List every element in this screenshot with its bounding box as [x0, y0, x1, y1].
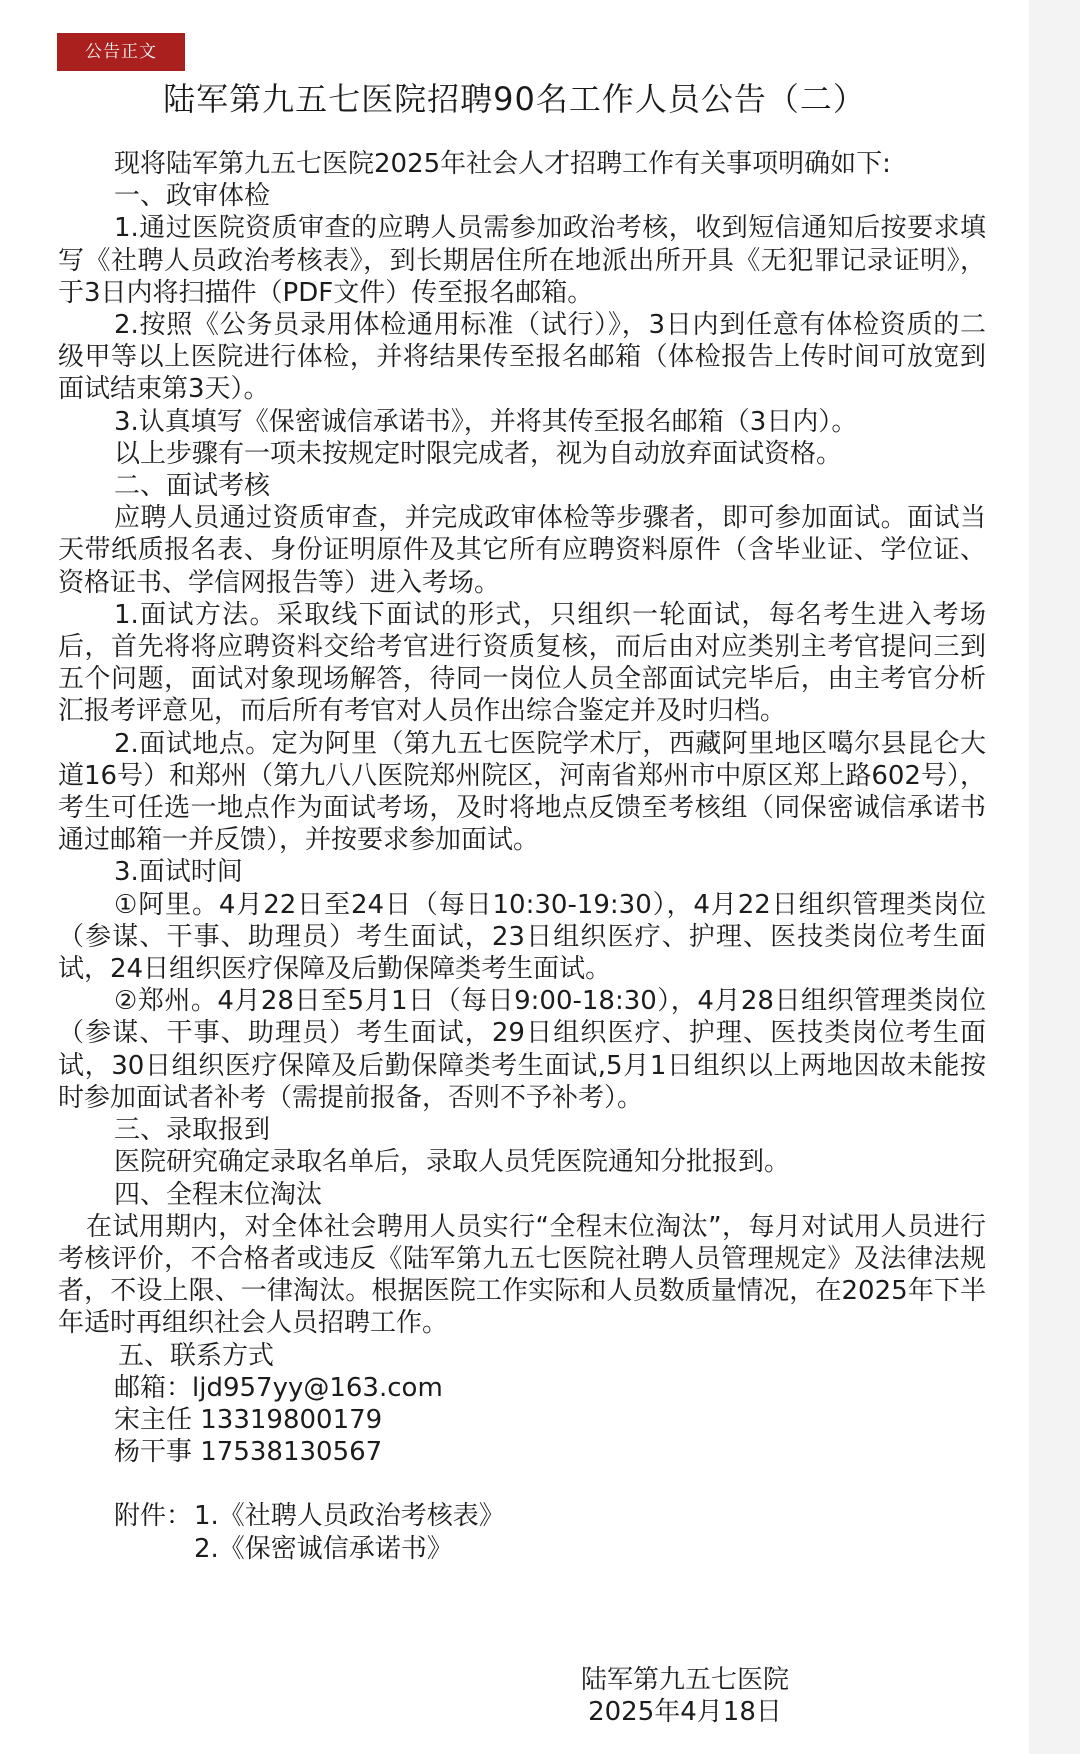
attachments-label: 附件：	[114, 1501, 193, 1532]
paragraph: 3.认真填写《保密诚信承诺书》，并将其传至报名邮箱（3日内）。	[114, 406, 858, 437]
paragraph: 以上步骤有一项未按规定时限完成者，视为自动放弃面试资格。	[114, 438, 843, 469]
paragraph: 1.面试方法。采取线下面试的形式，只组织一轮面试，每名考生进入考场后，首先将将应聘资料交给考官进行资质复核，而后由对应类别主考官提问三到五个问题，面试对象现场解答，待同一岗位人员全部面试完毕后，由主考官分析汇报考评意见，而后所有考官对人员作出综合鉴定并及时归档。	[58, 599, 986, 727]
attachment-item: 2.《保密诚信承诺书》	[194, 1533, 453, 1564]
paragraph: 医院研究确定录取名单后，录取人员凭医院通知分批报到。	[114, 1147, 791, 1178]
signature-org: 陆军第九五七医院	[580, 1665, 789, 1695]
page-title: 陆军第九五七医院招聘90名工作人员公告（二）	[163, 80, 866, 118]
contact-email: 邮箱：ljd957yy@163.com	[114, 1372, 443, 1403]
section-heading: 三、录取报到	[114, 1115, 271, 1146]
paragraph: 2.面试地点。定为阿里（第九五七医院学术厅，西藏阿里地区噶尔县昆仑大道16号）和郑州（第九八八医院郑州院区，河南省郑州市中原区郑上路602号），考生可任选一地点作为面试考场，及时将地点反馈至考核组（同保密诚信承诺书通过邮箱一并反馈），并按要求参加面试。	[58, 728, 986, 856]
section-heading: 二、面试考核	[114, 471, 271, 502]
paragraph: ②郑州。4月28日至5月1日（每日9:00-18:30），4月28日组织管理类岗位（参谋、干事、助理员）考生面试，29日组织医疗、护理、医技类岗位考生面试，30日组织医疗保障及后勤保障类考生面试,5月1日组织以上两地因故未能按时参加面试者补考（需提前报备，否则不予补考）。	[58, 986, 986, 1113]
paragraph: 在试用期内，对全体社会聘用人员实行“全程末位淘汰”，每月对试用人员进行考核评价，不合格者或违反《陆军第九五七医院社聘人员管理规定》及法律法规者，不设上限、一律淘汰。根据医院工作实际和人员数质量情况，在2025年下半年适时再组织社会人员招聘工作。	[58, 1211, 986, 1339]
section-heading: 四、全程末位淘汰	[114, 1179, 323, 1210]
paragraph: 应聘人员通过资质审查，并完成政审体检等步骤者，即可参加面试。面试当天带纸质报名表、身份证明原件及其它所有应聘资料原件（含毕业证、学位证、资格证书、学信网报告等）进入考场。	[58, 503, 986, 598]
contact-phone: 宋主任 13319800179	[114, 1404, 383, 1435]
contact-phone: 杨干事 17538130567	[114, 1437, 383, 1468]
signature-date: 2025年4月18日	[588, 1697, 782, 1727]
paragraph: 2.按照《公务员录用体检通用标准（试行）》，3日内到任意有体检资质的二级甲等以上医院进行体检，并将结果传至报名邮箱（体检报告上传时间可放宽到面试结束第3天）。	[58, 310, 986, 405]
attachments	[58, 1500, 986, 1564]
section-heading: 一、政审体检	[114, 181, 271, 212]
notice-tag: 公告正文	[57, 33, 185, 71]
signature-block	[560, 1664, 810, 1728]
paragraph: 3.面试时间	[114, 857, 243, 888]
paragraph: 1.通过医院资质审查的应聘人员需参加政治考核，收到短信通知后按要求填写《社聘人员政治考核表》，到长期居住所在地派出所开具《无犯罪记录证明》，于3日内将扫描件（PDF文件）传至报名邮箱。	[58, 213, 986, 308]
intro-paragraph: 现将陆军第九五七医院2025年社会人才招聘工作有关事项明确如下:	[114, 149, 891, 179]
section-heading: 五、联系方式	[118, 1340, 275, 1371]
attachments-list	[194, 1500, 505, 1564]
paragraph: ①阿里。4月22日至24日（每日10:30-19:30），4月22日组织管理类岗位（参谋、干事、助理员）考生面试，23日组织医疗、护理、医技类岗位考生面试，24日组织医疗保障及后勤保障类考生面试。	[58, 889, 986, 985]
attachment-item: 1.《社聘人员政治考核表》	[194, 1501, 505, 1532]
document-body	[58, 148, 986, 1565]
spacer	[58, 1468, 986, 1500]
